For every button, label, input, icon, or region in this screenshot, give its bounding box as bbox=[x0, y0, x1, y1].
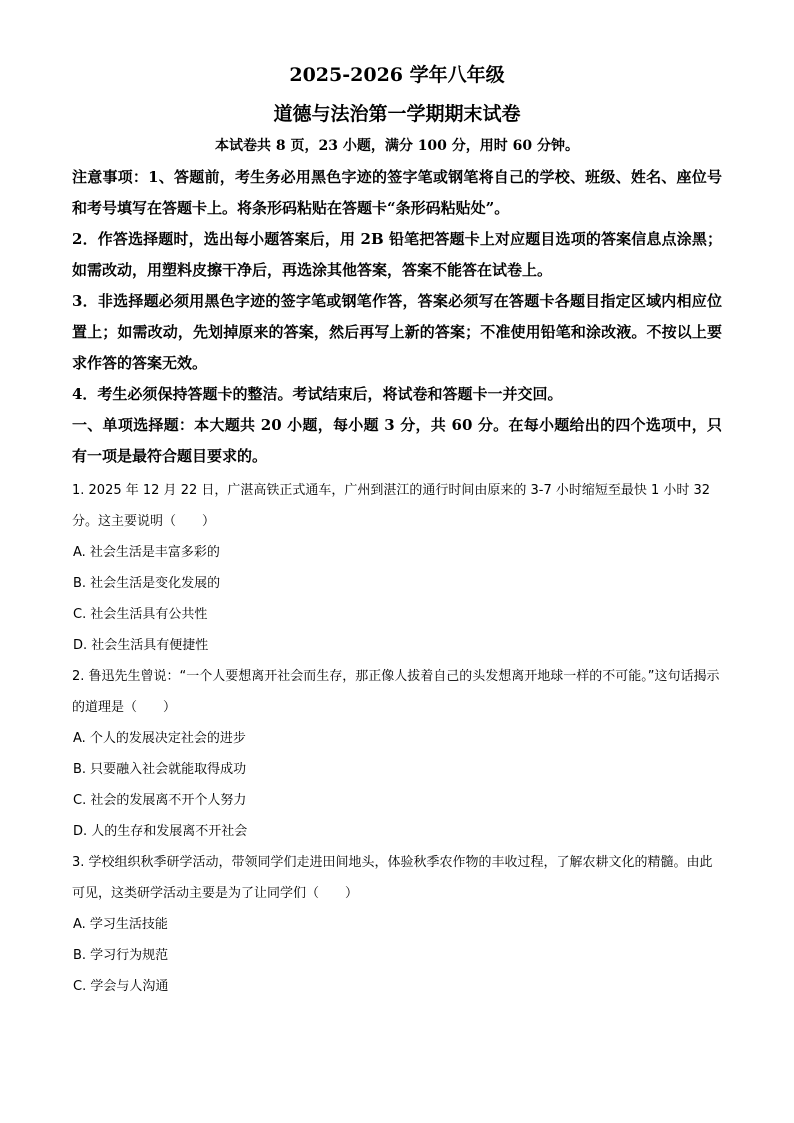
notice-item-4: 4．考生必须保持答题卡的整洁。考试结束后，将试卷和答题卡一并交回。 bbox=[72, 385, 563, 403]
option-c: C. 社会生活具有公共性 bbox=[73, 607, 208, 622]
question-stem: 2. 鲁迅先生曾说：“一个人要想离开社会而生存，那正像人拔着自己的头发想离开地球一样的不可能。”这句话揭示的道理是（ ） bbox=[72, 669, 720, 715]
exam-page bbox=[72, 62, 722, 1002]
option-a: A. 个人的发展决定社会的进步 bbox=[73, 731, 246, 746]
section-heading: 一、单项选择题：本大题共 20 小题，每小题 3 分，共 60 分。在每小题给出的四个选项中，只有一项是最符合题目要求的。 bbox=[72, 416, 722, 465]
option-d: D. 人的生存和发展离不开社会 bbox=[73, 824, 248, 839]
option-c: C. 社会的发展离不开个人努力 bbox=[73, 793, 247, 808]
question-stem: 3. 学校组织秋季研学活动，带领同学们走进田间地头，体验秋季农作物的丰收过程，了解农耕文化的精髓。由此可见，这类研学活动主要是为了让同学们（ ） bbox=[72, 855, 713, 901]
option-b: B. 学习行为规范 bbox=[73, 948, 169, 963]
exam-title-subject: 道德与法治第一学期期末试卷 bbox=[273, 103, 521, 125]
notice-item-2: 2．作答选择题时，选出每小题答案后，用 2B 铅笔把答题卡上对应题目选项的答案信息点涂黑；如需改动，用塑料皮擦干净后，再选涂其他答案，答案不能答在试卷上。 bbox=[72, 230, 722, 279]
question-2 bbox=[72, 661, 722, 847]
notice-item-1: 注意事项：1、答题前，考生务必用黑色字迹的签字笔或钢笔将自己的学校、班级、姓名、座位号和考号填写在答题卡上。将条形码粘贴在答题卡“条形码粘贴处”。 bbox=[72, 168, 722, 217]
exam-info: 本试卷共 8 页，23 小题，满分 100 分，用时 60 分钟。 bbox=[214, 138, 580, 154]
notice-item-3: 3．非选择题必须用黑色字迹的签字笔或钢笔作答，答案必须写在答题卡各题目指定区域内相应位置上；如需改动，先划掉原来的答案，然后再写上新的答案；不准使用铅笔和涂改液。不按以上要求作答的答案无效。 bbox=[72, 292, 722, 372]
question-1 bbox=[72, 475, 722, 661]
exam-title-grade: 2025-2026 学年八年级 bbox=[289, 64, 505, 86]
notice-block bbox=[72, 162, 722, 410]
option-b: B. 只要融入社会就能取得成功 bbox=[73, 762, 247, 777]
option-c: C. 学会与人沟通 bbox=[73, 979, 169, 994]
option-d: D. 社会生活具有便捷性 bbox=[73, 638, 209, 653]
option-a: A. 社会生活是丰富多彩的 bbox=[73, 545, 220, 560]
option-a: A. 学习生活技能 bbox=[73, 917, 168, 932]
question-stem: 1. 2025 年 12 月 22 日，广湛高铁正式通车，广州到湛江的通行时间由原来的 3-7 小时缩短至最快 1 小时 32 分。这主要说明（ ） bbox=[72, 483, 711, 529]
option-b: B. 社会生活是变化发展的 bbox=[73, 576, 221, 591]
question-3 bbox=[72, 847, 722, 1002]
